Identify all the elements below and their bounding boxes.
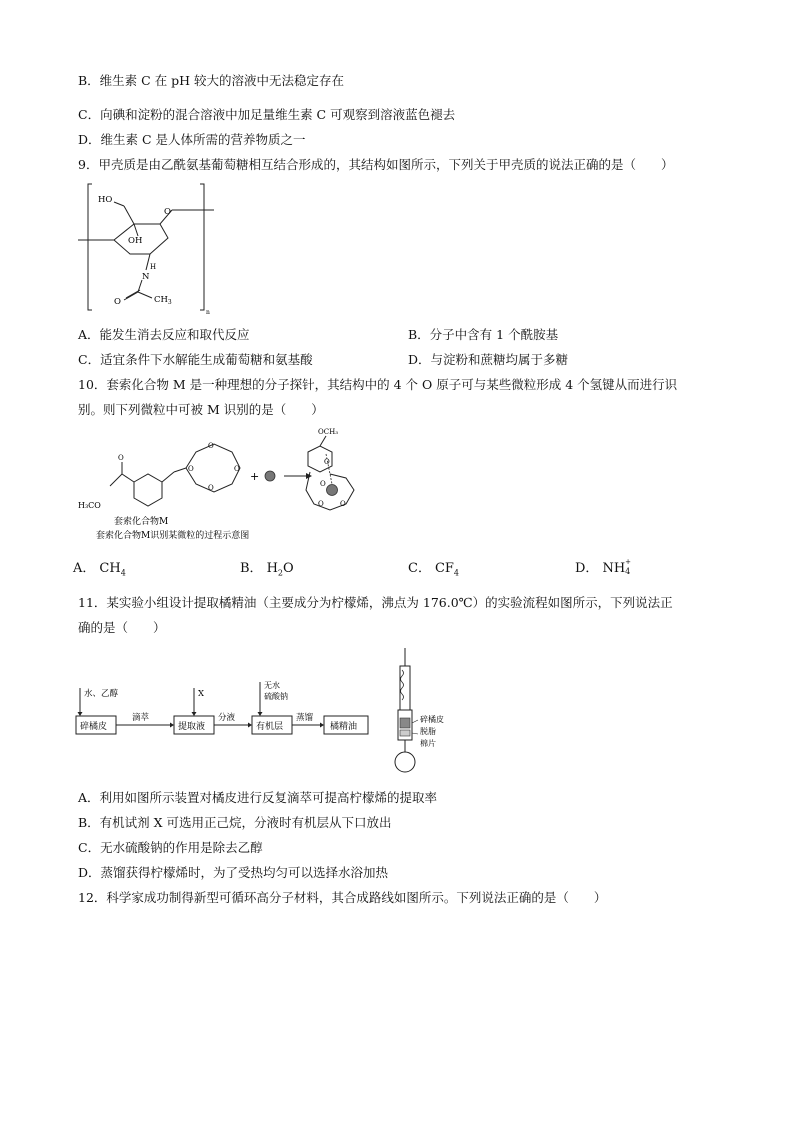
q10-option-d: D． NH + 4: [575, 558, 632, 576]
q10-option-c: C． $CF_4$: [408, 561, 460, 578]
h3co-label: H₃CO: [78, 501, 101, 510]
step-drip-extract: 滴萃: [132, 713, 150, 723]
n-label: N: [142, 272, 150, 282]
svg-text:O: O: [234, 465, 240, 473]
q8-option-b: B．维生素 C 在 pH 较大的溶液中无法稳定存在: [78, 73, 345, 88]
q8-option-d: D．维生素 C 是人体所需的营养物质之一: [78, 132, 306, 147]
q10-option-a: A． $CH_4$: [73, 561, 126, 578]
svg-text:O: O: [118, 454, 124, 462]
figure-caption: 套索化合物M识别某微粒的过程示意图: [96, 531, 250, 541]
q11-option-d: D．蒸馏获得柠檬烯时，为了受热均匀可以选择水浴加热: [78, 865, 389, 880]
n-subscript: n: [206, 309, 210, 316]
plus-sign: +: [250, 470, 260, 483]
svg-text:O: O: [324, 458, 330, 466]
bound-particle: [327, 485, 338, 496]
compound-m-label: 套索化合物M: [114, 517, 169, 527]
lasso-compound-figure: [74, 426, 370, 544]
q11-option-a: A．利用如图所示装置对橘皮进行反复滴萃可提高柠檬烯的提取率: [78, 790, 438, 805]
h-label: H: [150, 263, 157, 271]
apparatus-label-peel: 碎橘皮: [420, 715, 444, 724]
q11-stem-line2: 确的是（ ）: [78, 620, 166, 635]
chitin-structure-figure: [76, 180, 226, 316]
box4-text: 橘精油: [330, 722, 358, 732]
q12-stem: 12．科学家成功制得新型可循环高分子材料，其合成路线如图所示。下列说法正确的是（ ）: [78, 890, 607, 905]
ch3-label: $CH_3$: [154, 295, 172, 306]
box3-text: 有机层: [256, 722, 284, 732]
q9-option-d: D．与淀粉和蔗糖均属于多糖: [408, 352, 569, 367]
q11-option-c: C．无水硫酸钠的作用是除去乙醇: [78, 840, 263, 855]
q11-stem-line1: 11．某实验小组设计提取橘精油（主要成分为柠檬烯，沸点为 176.0℃）的实验流程如图所示，下列说法正: [78, 595, 673, 610]
step-separate: 分液: [218, 713, 236, 723]
q10-option-b: B． $H_2O$: [240, 561, 294, 578]
input-anhydrous: 无水: [264, 681, 280, 690]
apparatus-label-defatted: 脱脂: [420, 727, 436, 736]
ring-o-label: O: [164, 207, 171, 217]
q9-option-a: A．能发生消去反应和取代反应: [78, 327, 250, 342]
box1-text: 碎橘皮: [80, 722, 108, 732]
round-flask: [395, 752, 415, 772]
q10-stem-line1: 10．套索化合物 M 是一种理想的分子探针，其结构中的 4 个 O 原子可与某些微粒形成 4 个氢键从而进行识: [78, 377, 678, 392]
oh-label: OH: [128, 236, 143, 246]
input-x: X: [198, 689, 205, 699]
q8-option-c: C．向碘和淀粉的混合溶液中加足量维生素 C 可观察到溶液蓝色褪去: [78, 107, 456, 122]
q9-option-b: B．分子中含有 1 个酰胺基: [408, 327, 559, 342]
apparatus-label-cotton: 棉片: [420, 739, 436, 748]
svg-text:O: O: [208, 484, 214, 492]
left-bracket: [88, 184, 92, 310]
svg-text:O: O: [318, 500, 324, 508]
och3-label: OCH₃: [318, 428, 339, 436]
svg-text:O: O: [188, 465, 194, 473]
carbonyl-o-label: O: [114, 297, 121, 307]
svg-text:O: O: [320, 480, 326, 488]
extraction-flow-figure: [72, 646, 456, 774]
particle-ball: [265, 471, 275, 481]
input-sodium-sulfate: 硫酸钠: [264, 692, 288, 701]
q9-option-c: C．适宜条件下水解能生成葡萄糖和氨基酸: [78, 352, 313, 367]
q11-option-b: B．有机试剂 X 可选用正己烷，分液时有机层从下口放出: [78, 815, 392, 830]
right-bracket: [200, 184, 204, 310]
svg-text:O: O: [208, 442, 214, 450]
svg-text:O: O: [340, 500, 346, 508]
box2-text: 提取液: [178, 722, 206, 732]
q10-stem-line2: 别。则下列微粒中可被 M 识别的是（ ）: [78, 402, 324, 417]
q9-stem: 9．甲壳质是由乙酰氨基葡萄糖相互结合形成的，其结构如图所示，下列关于甲壳质的说法正确的是（ ）: [78, 157, 674, 172]
input-water-ethanol: 水、乙醇: [84, 689, 119, 699]
ho-label: HO: [98, 195, 113, 205]
step-distill: 蒸馏: [296, 713, 314, 723]
